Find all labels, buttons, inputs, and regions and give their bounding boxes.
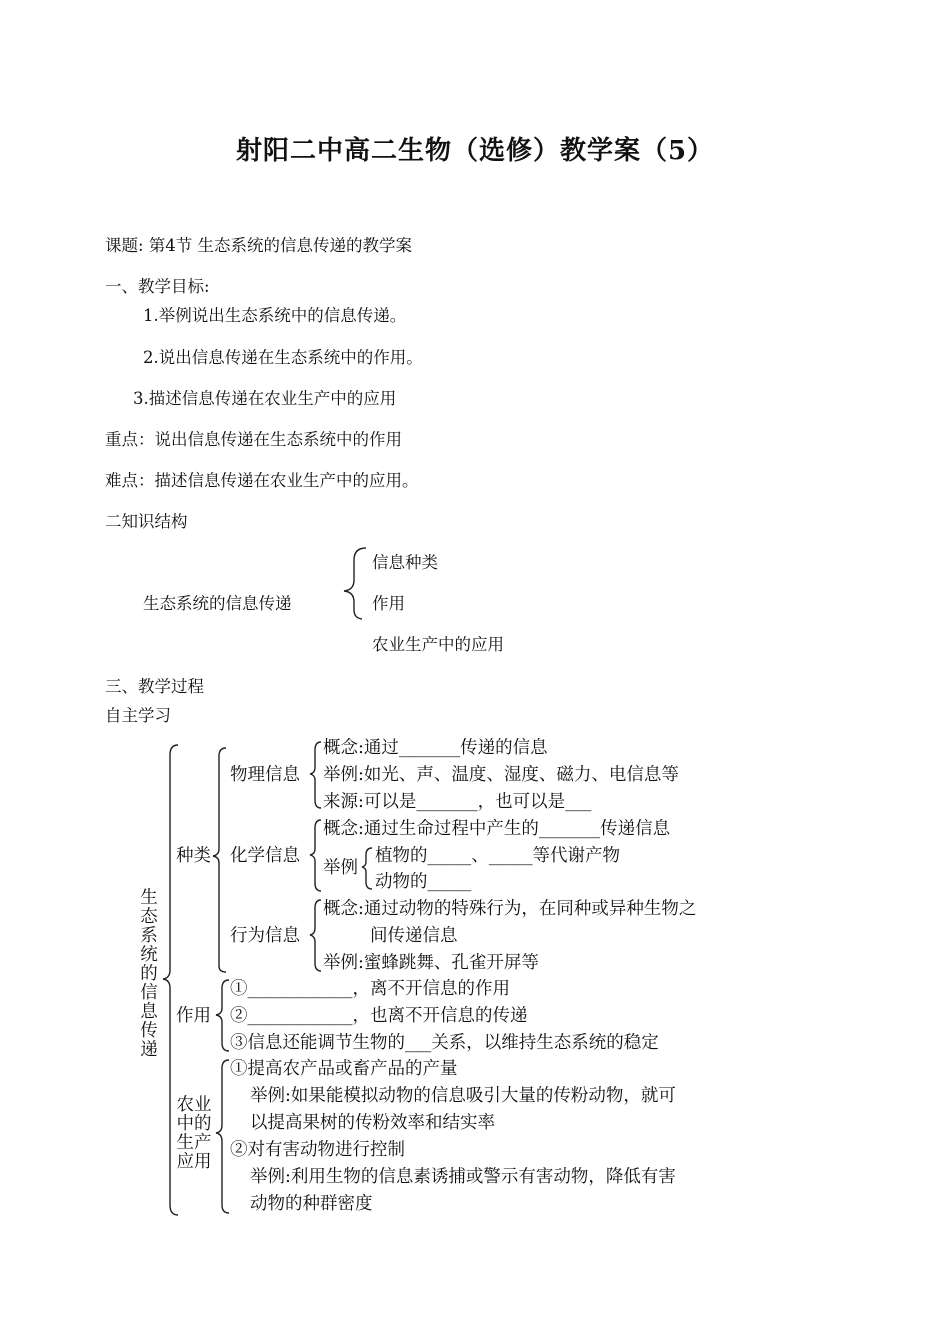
behavioral-brace bbox=[310, 900, 321, 971]
physical-brace bbox=[310, 742, 321, 808]
difficulty: 难点：描述信息传递在农业生产中的应用。 bbox=[105, 471, 419, 490]
function-item-2: ②____________，也离不开信息的传递 bbox=[230, 1006, 528, 1026]
process-heading: 三、教学过程 bbox=[105, 677, 204, 696]
agriculture-example-1-line2: 以提高果树的传粉效率和结实率 bbox=[250, 1113, 495, 1133]
structure-item-function: 作用 bbox=[372, 594, 405, 613]
structure-root: 生态系统的信息传递 bbox=[143, 594, 292, 613]
behavioral-concept-line1: 概念:通过动物的特殊行为，在同种或异种生物之 bbox=[323, 899, 697, 919]
structure-brace bbox=[344, 548, 366, 619]
chemical-example-label: 举例 bbox=[323, 858, 358, 878]
physical-concept: 概念:通过_______传递的信息 bbox=[323, 738, 548, 758]
self-study-label: 自主学习 bbox=[105, 706, 171, 725]
diagram-root-label: 生态系统的信息传递 bbox=[140, 888, 158, 1060]
function-item-3: ③信息还能调节生物的___关系，以维持生态系统的稳定 bbox=[230, 1033, 659, 1053]
physical-source: 来源:可以是_______，也可以是___ bbox=[323, 792, 592, 812]
behavioral-example: 举例:蜜蜂跳舞、孔雀开屏等 bbox=[323, 953, 539, 973]
agriculture-example-2-line1: 举例:利用生物的信息素诱捕或警示有害动物，降低有害 bbox=[250, 1167, 676, 1187]
chemical-brace bbox=[310, 820, 321, 891]
chemical-label: 化学信息 bbox=[230, 846, 300, 866]
agriculture-brace bbox=[216, 1060, 229, 1213]
behavioral-concept-line2: 间传递信息 bbox=[370, 926, 458, 946]
objective-3: 3.描述信息传递在农业生产中的应用 bbox=[133, 389, 397, 408]
key-point: 重点：说出信息传递在生态系统中的作用 bbox=[105, 430, 402, 449]
types-label: 种类 bbox=[176, 846, 211, 866]
chemical-example-plant: 植物的_____、_____等代谢产物 bbox=[375, 846, 620, 866]
function-brace bbox=[216, 980, 229, 1051]
types-brace bbox=[213, 748, 226, 972]
lesson-topic: 课题: 第4节 生态系统的信息传递的教学案 bbox=[105, 236, 413, 255]
function-label: 作用 bbox=[176, 1006, 211, 1026]
agriculture-item-1: ①提高农产品或畜产品的产量 bbox=[230, 1059, 458, 1079]
function-item-1: ①____________，离不开信息的作用 bbox=[230, 979, 510, 999]
agriculture-item-2: ②对有害动物进行控制 bbox=[230, 1140, 405, 1160]
structure-heading: 二知识结构 bbox=[105, 512, 188, 531]
objectives-heading: 一、教学目标: bbox=[105, 277, 210, 296]
physical-example: 举例:如光、声、温度、湿度、磁力、电信息等 bbox=[323, 765, 679, 785]
chemical-concept: 概念:通过生命过程中产生的_______传递信息 bbox=[323, 819, 671, 839]
structure-item-types: 信息种类 bbox=[372, 553, 438, 572]
structure-item-application: 农业生产中的应用 bbox=[372, 635, 504, 654]
objective-1: 1.举例说出生态系统中的信息传递。 bbox=[143, 306, 407, 325]
physical-label: 物理信息 bbox=[230, 765, 300, 785]
chemical-example-brace bbox=[362, 848, 372, 889]
agriculture-label: 农业中的生产应用 bbox=[176, 1095, 212, 1172]
agriculture-example-2-line2: 动物的种群密度 bbox=[250, 1194, 373, 1214]
behavioral-label: 行为信息 bbox=[230, 926, 300, 946]
chemical-example-animal: 动物的_____ bbox=[375, 872, 472, 892]
objective-2: 2.说出信息传递在生态系统中的作用。 bbox=[143, 348, 423, 367]
page-title: 射阳二中高二生物（选修）教学案（5） bbox=[235, 136, 715, 166]
agriculture-example-1-line1: 举例:如果能模拟动物的信息吸引大量的传粉动物，就可 bbox=[250, 1086, 676, 1106]
